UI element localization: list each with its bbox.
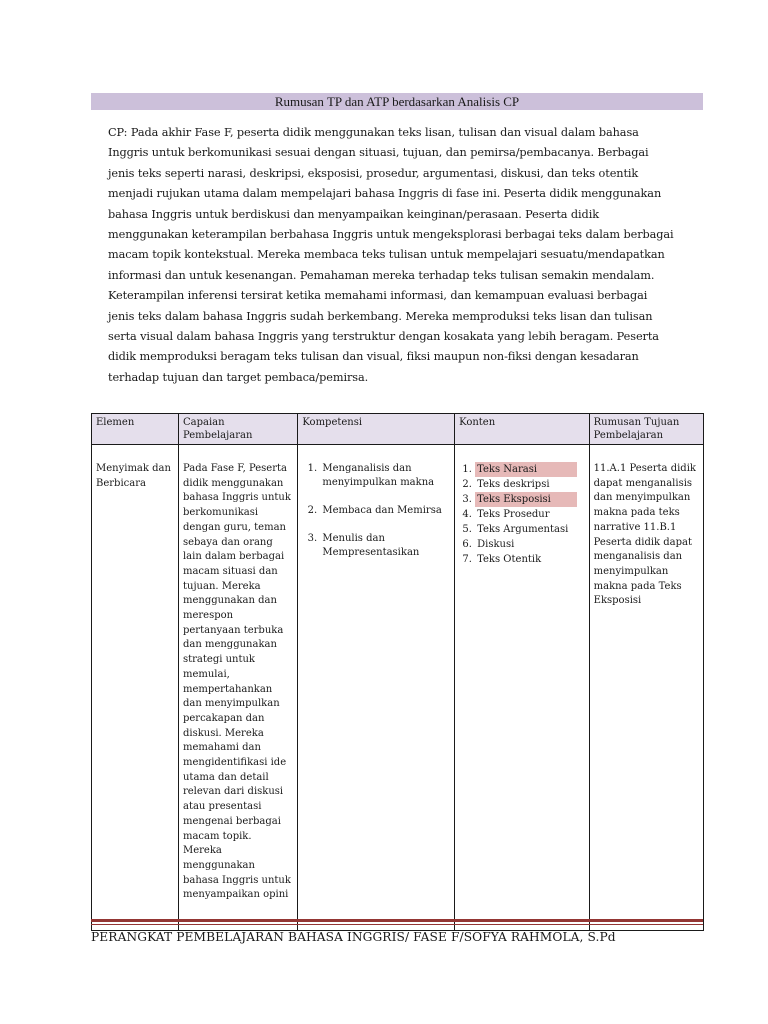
kompetensi-item: 2. Membaca dan Memirsa bbox=[320, 504, 450, 518]
konten-item: 1. Teks Narasi bbox=[475, 462, 577, 477]
kompetensi-item: 1. Menganalisis dan menyimpulkan makna bbox=[320, 462, 450, 490]
konten-item: 7. Teks Otentik bbox=[475, 552, 577, 567]
cell-kompetensi bbox=[298, 445, 455, 931]
page-title: Rumusan TP dan ATP berdasarkan Analisis CP bbox=[91, 93, 703, 110]
cp-line: menjadi rujukan utama dalam mempelajari bahasa Inggris di fase ini. Peserta didik menggunakan bbox=[108, 187, 662, 201]
cp-line: macam topik kontekstual. Mereka membaca teks tulisan untuk mempelajari sesuatu/mendapatkan bbox=[108, 248, 665, 262]
header-elemen: Elemen bbox=[92, 414, 179, 445]
cp-line: menggunakan keterampilan berbahasa Inggris untuk mengeksplorasi berbagai teks dalam berbagai bbox=[108, 228, 674, 242]
table-header-row bbox=[92, 414, 704, 445]
table-row bbox=[92, 445, 704, 931]
konten-item: 6. Diskusi bbox=[475, 537, 577, 552]
cp-line: jenis teks seperti narasi, deskripsi, eksposisi, prosedur, argumentasi, diskusi, dan teks otentik bbox=[108, 166, 639, 180]
cp-line: didik memproduksi beragam teks tulisan dan visual, fiksi maupun non-fiksi dengan kesadaran bbox=[108, 350, 639, 364]
header-konten: Konten bbox=[455, 414, 590, 445]
cp-line: terhadap tujuan dan target pembaca/pemirsa. bbox=[108, 370, 369, 384]
konten-item: 5. Teks Argumentasi bbox=[475, 522, 577, 537]
cp-line: CP: Pada akhir Fase F, peserta didik menggunakan teks lisan, tulisan dan visual dalam bahasa bbox=[108, 126, 639, 139]
page-footer: PERANGKAT PEMBELAJARAN BAHASA INGGRIS/ FASE F/SOFYA RAHMOLA, S.Pd bbox=[91, 930, 616, 944]
cp-line: informasi dan untuk kesenangan. Pemahaman mereka terhadap teks tulisan semakin mendalam. bbox=[108, 268, 655, 282]
konten-list bbox=[459, 462, 585, 567]
cp-line: serta visual dalam bahasa Inggris yang terstruktur dengan kosakata yang lebih beragam. Peserta bbox=[108, 330, 659, 344]
cell-elemen: Menyimak dan Berbicara bbox=[92, 445, 179, 931]
footer-rule bbox=[91, 919, 703, 922]
kompetensi-item: 3. Menulis dan Mempresentasikan bbox=[320, 532, 450, 560]
cp-line: Inggris untuk berkomunikasi sesuai dengan situasi, tujuan, dan pemirsa/pembacanya. Berbagai bbox=[108, 146, 649, 160]
cp-paragraph bbox=[108, 123, 708, 388]
header-capaian: Capaian Pembelajaran bbox=[178, 414, 297, 445]
cp-line: jenis teks dalam bahasa Inggris sudah berkembang. Mereka memproduksi teks lisan dan tulisan bbox=[108, 309, 653, 323]
cp-line: Keterampilan inferensi tersirat ketika memahami informasi, dan kemampuan evaluasi berbagai bbox=[108, 289, 648, 303]
cp-line: bahasa Inggris untuk berdiskusi dan menyampaikan keinginan/perasaan. Peserta didik bbox=[108, 207, 599, 221]
cell-capaian: Pada Fase F, Peserta didik menggunakan bahasa Inggris untuk berkomunikasi dengan guru, teman sebaya dan orang lain dalam berbagai macam situasi dan tujuan. Mereka menggunakan dan merespon pertanyaan terbuka dan menggunakan strategi untuk memulai, mempertahankan dan menyimpulkan percakapan dan diskusi. Mereka memahami dan mengidentifikasi ide utama dan detail relevan dari diskusi atau presentasi mengenai berbagai macam topik. Mereka menggunakan bahasa Inggris untuk menyampaikan opini bbox=[178, 445, 297, 931]
atp-table bbox=[91, 413, 704, 931]
header-kompetensi: Kompetensi bbox=[298, 414, 455, 445]
konten-item: 4. Teks Prosedur bbox=[475, 507, 577, 522]
kompetensi-list bbox=[302, 462, 450, 560]
footer-rule-thin bbox=[91, 924, 703, 925]
cell-konten bbox=[455, 445, 590, 931]
konten-item: 2. Teks deskripsi bbox=[475, 477, 577, 492]
cell-tujuan: 11.A.1 Peserta didik dapat menganalisis dan menyimpulkan makna pada teks narrative 11.B.1 Peserta didik dapat menganalisis dan menyimpulkan makna pada Teks Eksposisi bbox=[589, 445, 703, 931]
header-tujuan: Rumusan Tujuan Pembelajaran bbox=[589, 414, 703, 445]
konten-item: 3. Teks Eksposisi bbox=[475, 492, 577, 507]
